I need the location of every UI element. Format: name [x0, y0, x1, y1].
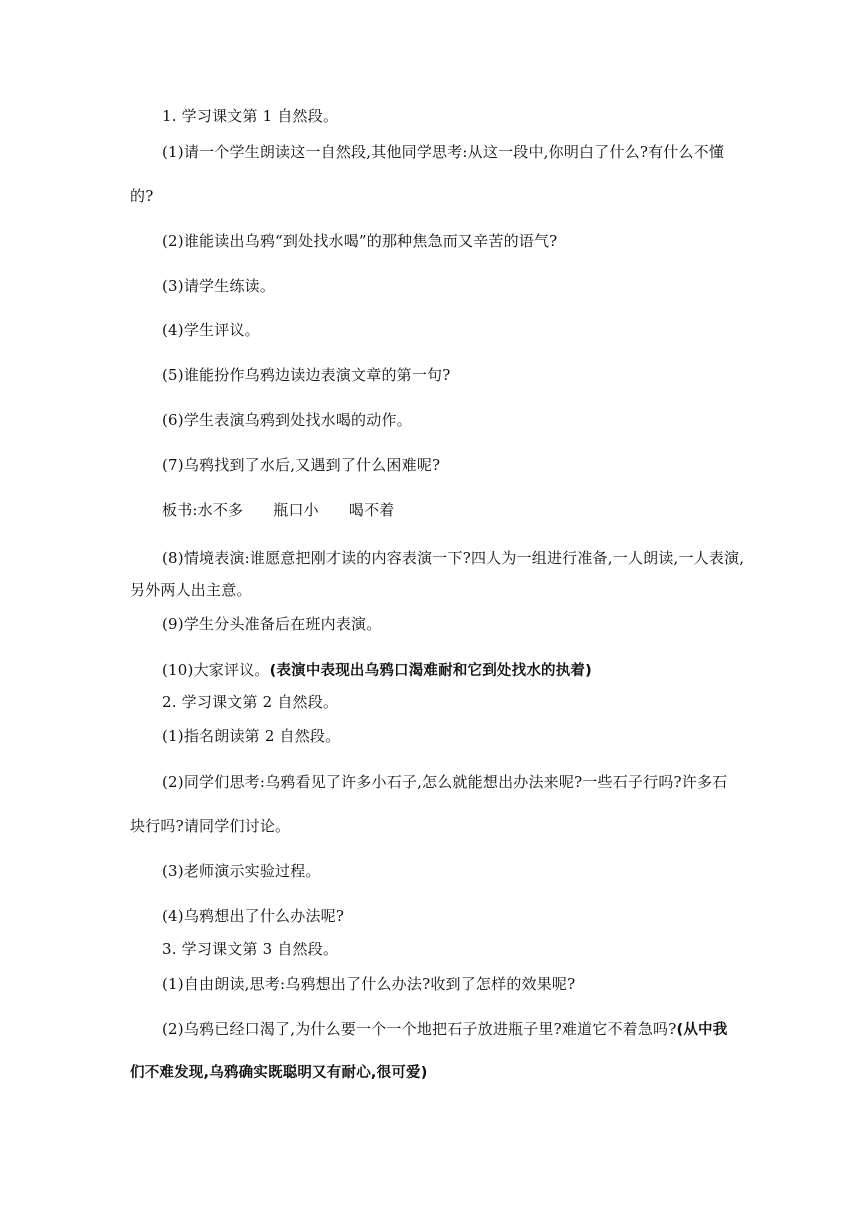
section-heading-1: 1. 学习课文第 1 自然段。 — [162, 107, 339, 125]
paragraph-1-7: (7)乌鸦找到了水后,又遇到了什么困难呢? — [162, 456, 441, 474]
paragraph-2-1: (1)指名朗读第 2 自然段。 — [162, 727, 341, 745]
paragraph-1-10-emphasis: (表演中表现出乌鸦口渴难耐和它到处找水的执着) — [269, 663, 592, 679]
paragraph-1-8-line-1: (8)情境表演:谁愿意把刚才读的内容表演一下?四人为一组进行准备,一人朗读,一人表演, — [162, 549, 745, 567]
paragraph-3-2-line-1 — [162, 1019, 727, 1040]
paragraph-2-2-line-1: (2)同学们思考:乌鸦看见了许多小石子,怎么就能想出办法来呢?一些石子行吗?许多石 — [162, 773, 728, 791]
paragraph-1-6: (6)学生表演乌鸦到处找水喝的动作。 — [162, 411, 412, 429]
paragraph-1-8-line-2: 另外两人出主意。 — [130, 581, 252, 599]
blackboard-label: 板书:水不多 — [162, 501, 244, 519]
paragraph-1-1-line-1: (1)请一个学生朗读这一自然段,其他同学思考:从这一段中,你明白了什么?有什么不懂 — [162, 143, 725, 161]
paragraph-1-10-text: (10)大家评议。 — [162, 661, 270, 679]
paragraph-2-2-line-2: 块行吗?请同学们讨论。 — [130, 817, 291, 835]
paragraph-3-2-emphasis-end: 们不难发现,乌鸦确实既聪明又有耐心,很可爱) — [130, 1065, 428, 1081]
paragraph-1-9: (9)学生分头准备后在班内表演。 — [162, 615, 382, 633]
paragraph-3-2-emphasis-start: (从中我 — [676, 1022, 728, 1038]
blackboard-item-2: 瓶口小 — [273, 501, 319, 519]
paragraph-1-2: (2)谁能读出乌鸦“到处找水喝”的那种焦急而又辛苦的语气? — [162, 232, 558, 250]
paragraph-3-2-text: (2)乌鸦已经口渴了,为什么要一个一个地把石子放进瓶子里?难道它不着急吗? — [162, 1020, 677, 1038]
paragraph-1-4: (4)学生评议。 — [162, 321, 260, 339]
blackboard-item-3: 喝不着 — [348, 501, 395, 519]
paragraph-2-4: (4)乌鸦想出了什么办法呢? — [162, 907, 345, 925]
paragraph-1-3: (3)请学生练读。 — [162, 277, 276, 295]
paragraph-1-5: (5)谁能扮作乌鸦边读边表演文章的第一句? — [162, 366, 451, 384]
section-heading-2: 2. 学习课文第 2 自然段。 — [162, 693, 339, 711]
paragraph-2-3: (3)老师演示实验过程。 — [162, 862, 321, 880]
paragraph-3-1: (1)自由朗读,思考:乌鸦想出了什么办法?收到了怎样的效果呢? — [162, 975, 576, 993]
paragraph-1-10 — [162, 660, 592, 681]
paragraph-1-1-line-2: 的? — [130, 187, 154, 205]
section-heading-3: 3. 学习课文第 3 自然段。 — [162, 940, 339, 958]
blackboard-notes — [162, 500, 394, 520]
